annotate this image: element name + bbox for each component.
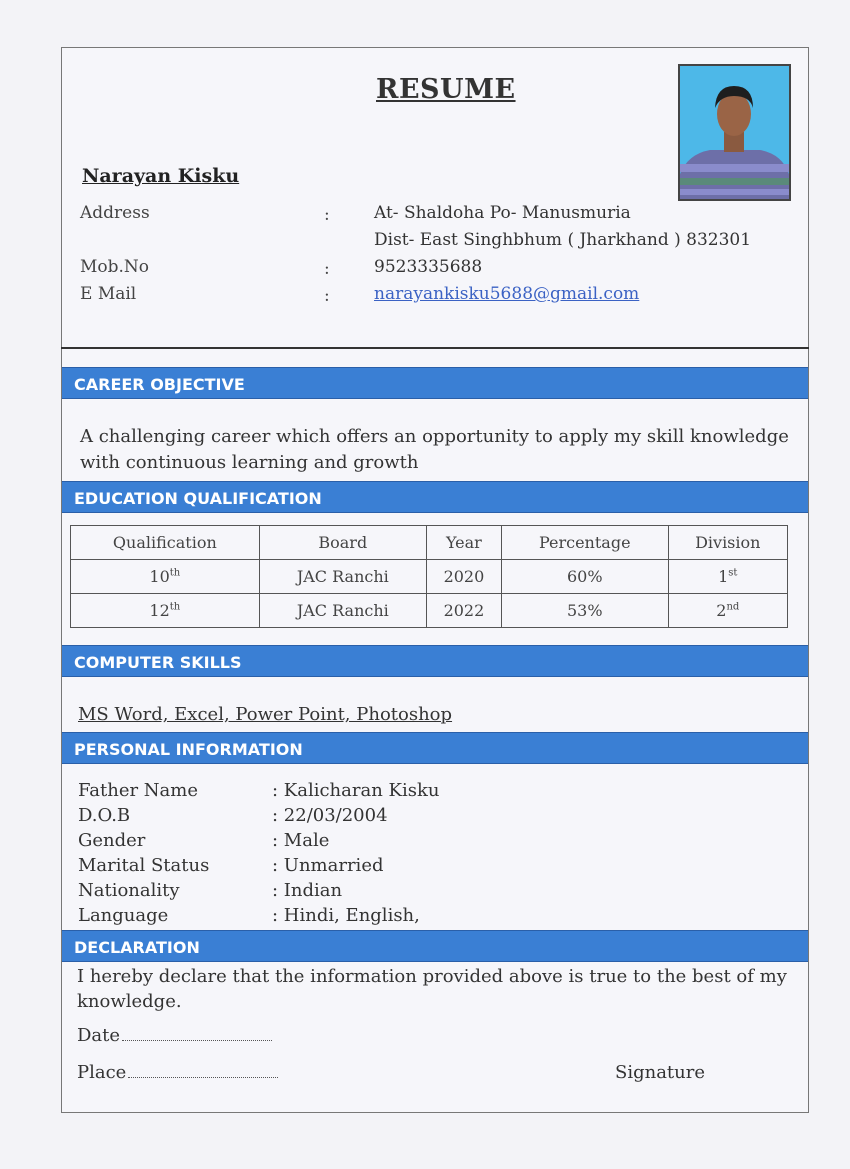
mobile-value: 9523335688 [374, 257, 483, 277]
personal-label: D.O.B [78, 805, 131, 826]
personal-value: : Male [272, 830, 330, 851]
date-blank-line [122, 1026, 272, 1041]
header-board: Board [259, 526, 426, 560]
address-line-1: At- Shaldoha Po- Manusmuria [374, 203, 631, 223]
personal-value: : Unmarried [272, 855, 384, 876]
cell-year: 2022 [426, 594, 501, 628]
section-computer-skills: COMPUTER SKILLS [62, 645, 808, 677]
table-row [71, 594, 788, 628]
computer-skills-list: MS Word, Excel, Power Point, Photoshop [78, 704, 453, 725]
place-field: Place [77, 1062, 278, 1083]
address-line-2: Dist- East Singhbhum ( Jharkhand ) 832301 [374, 230, 752, 250]
cell-qualification: 12th [71, 594, 260, 628]
candidate-name: Narayan Kisku [82, 165, 240, 187]
person-photo-icon [680, 66, 789, 199]
header-divider [61, 347, 809, 349]
personal-label: Marital Status [78, 855, 210, 876]
header-percentage: Percentage [501, 526, 668, 560]
career-objective-line-2: with continuous learning and growth [80, 452, 419, 473]
personal-label: Nationality [78, 880, 180, 901]
personal-label: Gender [78, 830, 146, 851]
section-declaration: DECLARATION [62, 930, 808, 962]
declaration-line-2: knowledge. [77, 991, 182, 1012]
cell-percentage: 60% [501, 560, 668, 594]
education-table [70, 525, 788, 628]
personal-label: Language [78, 905, 169, 926]
date-field: Date [77, 1025, 272, 1046]
cell-year: 2020 [426, 560, 501, 594]
cell-qualification: 10th [71, 560, 260, 594]
career-objective-line-1: A challenging career which offers an opportunity to apply my skill knowledge [80, 426, 789, 447]
place-blank-line [128, 1063, 278, 1078]
cell-division: 2nd [668, 594, 787, 628]
mobile-colon: : [324, 259, 330, 279]
signature-label: Signature [615, 1062, 706, 1083]
page-title: RESUME [376, 74, 516, 105]
personal-value: : Hindi, English, [272, 905, 420, 926]
header-division: Division [668, 526, 787, 560]
cell-percentage: 53% [501, 594, 668, 628]
address-label: Address [80, 203, 150, 223]
header-year: Year [426, 526, 501, 560]
personal-value: : Indian [272, 880, 343, 901]
table-header-row [71, 526, 788, 560]
table-row [71, 560, 788, 594]
email-colon: : [324, 286, 330, 306]
personal-label: Father Name [78, 780, 199, 801]
section-personal-information: PERSONAL INFORMATION [62, 732, 808, 764]
section-career-objective: CAREER OBJECTIVE [62, 367, 808, 399]
header-qualification: Qualification [71, 526, 260, 560]
email-label: E Mail [80, 284, 137, 304]
email-link[interactable]: narayankisku5688@gmail.com [374, 284, 640, 304]
cell-division: 1st [668, 560, 787, 594]
address-colon: : [324, 205, 330, 225]
personal-value: : Kalicharan Kisku [272, 780, 440, 801]
personal-value: : 22/03/2004 [272, 805, 388, 826]
cell-board: JAC Ranchi [259, 560, 426, 594]
profile-photo [678, 64, 791, 201]
cell-board: JAC Ranchi [259, 594, 426, 628]
declaration-line-1: I hereby declare that the information provided above is true to the best of my [77, 966, 787, 987]
mobile-label: Mob.No [80, 257, 150, 277]
section-education: EDUCATION QUALIFICATION [62, 481, 808, 513]
